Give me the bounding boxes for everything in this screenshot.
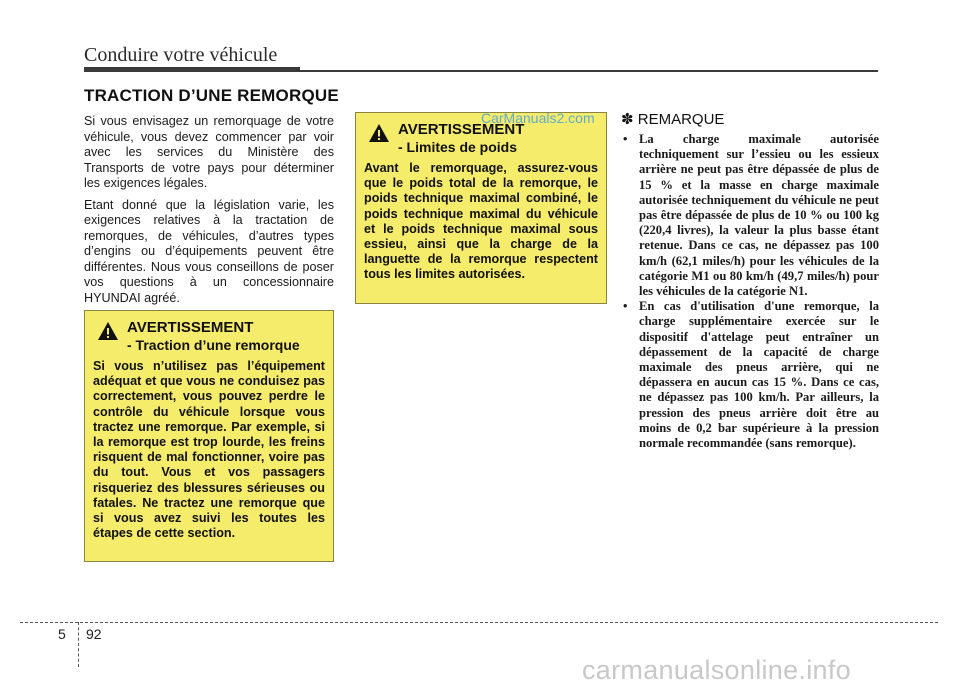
chapter-header-title: Conduire votre véhicule (84, 44, 278, 66)
warning-body: Avant le remorquage, assurez-vous que le poids total de la remorque, le poids technique maximal combiné, le poids technique maximal du véhicule et le poids technique maximal sous essieu, ainsi que la charge de la languette de la remorque respectent tous les limites autorisées. (364, 161, 598, 282)
bullet-icon: • (623, 299, 628, 314)
watermark-link-bottom[interactable]: carmanualsonline.info (582, 655, 851, 685)
warning-body: Si vous n’utilisez pas l’équipement adéquat et que vous ne conduisez pas correctement, vous pouvez perdre le contrôle du véhicule lorsque vous tractez une remorque. Par exemple, si la remorque est trop lourde, les freins risquent de mal fonctionner, voire pas du tout. Vous et vos passagers risqueriez des blessures sérieuses ou fatales. Ne tractez une remorque que si vous avez suivi les toutes les étapes de cette section. (93, 359, 325, 541)
list-item-text: La charge maximale autorisée techniquement sur l’essieu ou les essieux arrière ne peut pas être dépassée de plus de 15 % et la masse en charge maximale autorisée techniquement du véhicule ne peut pas être dépassée de plus de 10 % ou 100 kg (220,4 livres), la valeur la plus basse étant retenue. Dans ce cas, ne dépassez pas 100 km/h (62,1 miles/h) pour les véhicules de la catégorie M1 ou 80 km/h (49,7 miles/h) pour les véhicules de la catégorie N1. (639, 132, 879, 299)
section-title: TRACTION D’UNE REMORQUE (84, 86, 339, 105)
intro-paragraph-2: Etant donné que la législation varie, les exigences relatives à la tractation de remorques, de véhicules, d’autres types d’engins ou d’équipements peuvent être différentes. Nous vous conseillons de poser vos questions à un concessionnaire HYUNDAI agréé. (84, 197, 334, 305)
warning-header (93, 319, 325, 354)
warning-subtitle: - Traction d’une remorque (127, 337, 300, 353)
intro-paragraph-1: Si vous envisagez un remorquage de votre véhicule, vous devez commencer par voir avec les services du Ministère des Transports de votre pays pour déterminer les exigences légales. (84, 114, 334, 190)
page-chapter-number: 5 (58, 626, 66, 642)
warning-triangle-icon (368, 123, 390, 143)
list-item (621, 132, 879, 299)
remarque-title (621, 111, 879, 129)
header-rule-thin (300, 70, 878, 72)
remarque-note (621, 111, 879, 451)
footer-dashed-divider (78, 622, 79, 667)
bullet-icon: • (623, 132, 628, 146)
remarque-title-text: REMARQUE (637, 111, 725, 128)
intro-text (84, 114, 334, 312)
footer-dashed-rule (20, 622, 938, 623)
list-item-text: En cas d'utilisation d'une remorque, la charge supplémentaire exercée sur le dispositif d'attelage peut entraîner un dépassement de la capacité de charge maximale des pneus arrière, qui ne dépassera en aucun cas 15 %. Dans ce cas, ne dépassez pas 100 km/h. Par ailleurs, la pression des pneus arrière doit être au moins de 0,2 bar supérieure à la pression normale recommandée (sans remorque). (639, 299, 879, 451)
header-rule-thick (84, 67, 300, 72)
page-number: 92 (86, 626, 102, 642)
warning-triangle-icon (97, 321, 119, 341)
warning-box-weight (355, 112, 607, 304)
list-item (621, 299, 879, 451)
warning-header (364, 121, 598, 156)
warning-title: AVERTISSEMENT (127, 319, 254, 336)
watermark-link-top[interactable]: CarManuals2.com (481, 110, 595, 126)
warning-subtitle: - Limites de poids (398, 139, 518, 155)
warning-title: AVERTISSEMENT (398, 121, 525, 138)
remarque-list (621, 132, 879, 451)
warning-box-towing (84, 310, 334, 562)
asterisk-symbol-icon: ✽ (621, 111, 634, 128)
